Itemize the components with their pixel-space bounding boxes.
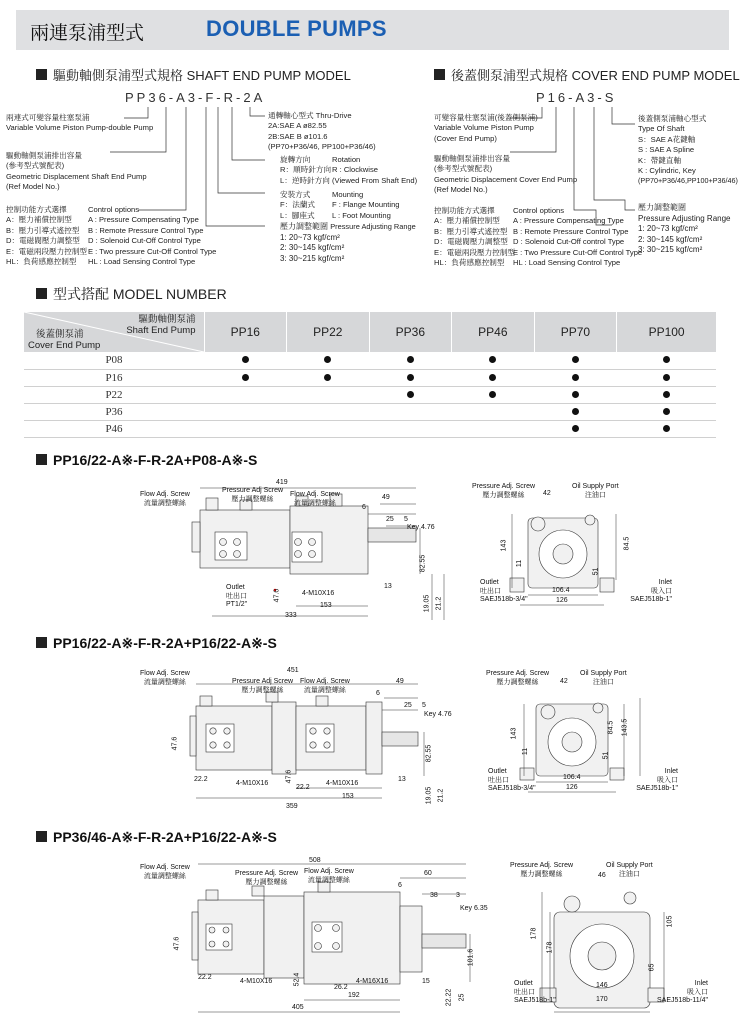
compat-dot [663,356,670,363]
compat-cell [204,386,287,403]
col-pp46: PP46 [452,312,535,352]
shaft-model-heading: 驅動軸側泵浦型式規格 SHAFT END PUMP MODEL [36,65,351,84]
compat-dot [572,391,579,398]
drawing2-side-view [0,658,745,828]
col-pp16: PP16 [204,312,287,352]
shaft-disp-ref-zh: (參考型式號配表) [6,161,65,171]
compat-dot [407,356,414,363]
compat-cell [204,352,287,369]
compat-cell [452,386,535,403]
compat-cell [617,386,716,403]
compat-dot [572,408,579,415]
compat-cell [534,352,617,369]
compat-dot [663,391,670,398]
compat-dot [663,374,670,381]
shaft-disp-en: Geometric Displacement Shaft End Pump [6,171,147,181]
compat-cell [369,369,452,386]
compat-cell [287,386,370,403]
drawing1-side-view [0,470,745,640]
mounting-en: Mounting F : Flange Mounting L : Foot Mounting [332,190,400,220]
row-label: P36 [24,403,204,420]
title-zh: 兩連泵浦型式 [30,22,145,44]
cover-model-heading: 後蓋側泵浦型式規格 COVER END PUMP MODEL [434,65,740,84]
compat-dot [489,356,496,363]
compat-cell [369,420,452,437]
table-row [24,386,716,403]
compat-dot [572,374,579,381]
rotation-en: Rotation R : Clockwise (Viewed From Shaft End) [332,155,418,185]
compat-cell [369,352,452,369]
compat-cell [287,369,370,386]
shaft-disp-ref-en: (Ref Model No.) [6,182,60,192]
compat-cell [369,386,452,403]
compat-cell [287,403,370,420]
compat-cell [204,403,287,420]
shaft-controls-en: Control options A : Pressure Compensating Type B : Remote Pressure Control Type D : Solenoid Cut-Off Control Type E : Two pressure Cut-Off Control Type HL : Load Sensing Control Type [88,205,217,267]
compat-dot [242,356,249,363]
compat-dot [324,374,331,381]
model-number-heading: 型式搭配 MODEL NUMBER [36,284,227,304]
compat-dot [663,425,670,432]
compat-cell [369,403,452,420]
col-pp70: PP70 [534,312,617,352]
compat-cell [452,369,535,386]
compat-cell [617,369,716,386]
row-label: P08 [24,352,204,369]
table-row [24,369,716,386]
compat-dot [407,374,414,381]
title-en: DOUBLE PUMPS [206,16,387,41]
drawing2-title: PP16/22-A※-F-R-2A+P16/22-A※-S [36,635,277,652]
compat-dot [663,408,670,415]
row-label: P46 [24,420,204,437]
row-label: P22 [24,386,204,403]
table-row [24,352,716,369]
compat-cell [617,403,716,420]
model-number-table [24,312,716,438]
compat-dot [242,374,249,381]
compat-dot [489,374,496,381]
shaft-disp-zh: 驅動軸側泵浦排出容量 [6,151,82,160]
compat-cell [452,403,535,420]
drawing1-title: PP16/22-A※-F-R-2A+P08-A※-S [36,452,257,469]
compat-cell [287,420,370,437]
compat-cell [534,369,617,386]
compat-dot [572,425,579,432]
shaft-pressure: 壓力調整範圍 Pressure Adjusting Range 1: 20~73 kgf/cm² 2: 30~145 kgf/cm² 3: 30~215 kgf/cm² [280,222,416,263]
shaft-type-en: Variable Volume Piston Pump-double Pump [6,123,154,133]
cover-shaft: 後蓋側泵浦軸心型式 Type Of Shaft S：SAE A花鍵軸 S : SAE A Spline K：帶鍵直軸 K : Cylindric, Key (PP70+P36/46,PP100+P36/46) [638,114,738,186]
col-pp36: PP36 [369,312,452,352]
compat-cell [534,420,617,437]
compat-dot [572,356,579,363]
compat-cell [204,369,287,386]
row-label: P16 [24,369,204,386]
table-corner: 驅動軸側泵浦 Shaft End Pump 後蓋側泵浦 Cover End Pump [24,312,204,352]
compat-dot [324,356,331,363]
rotation-zh: 旋轉方向 R：順時針方向 L：逆時針方向 [280,155,332,185]
compat-cell [534,386,617,403]
compat-cell [534,403,617,420]
compat-cell [287,352,370,369]
cover-controls-zh: A：壓力補償控制型 B：壓力引導式遙控型 D：電磁閥壓力調整型 E：電磁兩段壓力控制型 HL：負荷感應控制型 [434,216,516,268]
compat-cell [617,352,716,369]
compat-cell [617,420,716,437]
compat-dot [489,391,496,398]
cover-model-code: P16-A3-S [536,90,617,105]
drawing3-title: PP36/46-A※-F-R-2A+P16/22-A※-S [36,829,277,846]
compat-cell [204,420,287,437]
shaft-model-code: PP36-A3-F-R-2A [125,90,266,105]
thru-drive: 通轉軸心型式 Thru-Drive 2A:SAE A ø82.55 2B:SAE B ø101.6 (PP70+P36/46, PP100+P36/46) [268,111,376,152]
shaft-controls-zh: 控制功能方式選擇 A：壓力補償控制型 B：壓力引導式遙控型 D：電磁閥壓力調整型 E：電磁兩段壓力控制型 HL：負荷感應控制型 [6,205,88,267]
cover-pressure: 壓力調整範圍 Pressure Adjusting Range 1: 20~73 kgf/cm² 2: 30~145 kgf/cm² 3: 30~215 kgf/cm² [638,203,731,255]
shaft-type-zh: 兩連式可變容量柱塞泵浦 [6,113,90,122]
cover-controls-en: Control options A : Pressure Compensating Type B : Remote Pressure Control Type D : Solenoid Cut-Off control Type E : Two Pressure Cut-Off Control Type HL : Load Sensing Control Type [513,206,643,268]
mounting-zh: 安裝方式 F：法蘭式 L：腳座式 [280,190,316,220]
table-row [24,420,716,437]
col-pp22: PP22 [287,312,370,352]
compat-dot [407,391,414,398]
table-row [24,403,716,420]
col-pp100: PP100 [617,312,716,352]
compat-cell [452,420,535,437]
compat-cell [452,352,535,369]
